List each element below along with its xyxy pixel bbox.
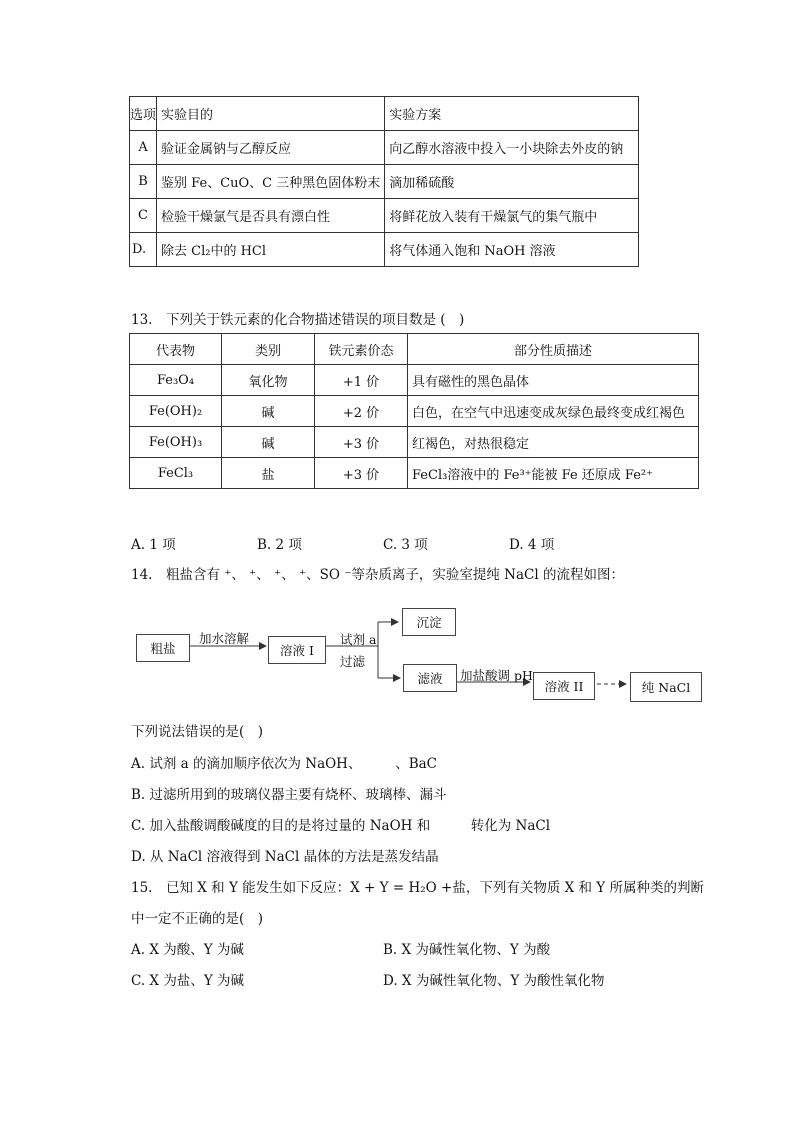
experiment-table (129, 96, 639, 267)
table-cell: 碱 (222, 396, 315, 427)
table-cell: B (130, 165, 157, 199)
table-cell: 将气体通入饱和 NaOH 溶液 (385, 233, 639, 267)
table-cell: FeCl₃溶液中的 Fe³⁺能被 Fe 还原成 Fe²⁺ (408, 458, 699, 489)
question-15-stem-cont: 中一定不正确的是( ) (131, 911, 264, 927)
table-row (130, 131, 639, 165)
table-header-row (130, 334, 699, 365)
table-cell: FeCl₃ (130, 458, 222, 489)
option-b: B. 2 项 (257, 537, 302, 553)
table-cell: 滴加稀硫酸 (385, 165, 639, 199)
question-13-stem: 13. 下列关于铁元素的化合物描述错误的项目数是 ( ) (131, 312, 465, 328)
label-filter: 过滤 (340, 654, 366, 669)
box-filtrate: 滤液 (403, 664, 457, 692)
label-hcl: 加盐酸调 pH (460, 668, 533, 683)
box-precipitate: 沉淀 (402, 608, 456, 636)
table-cell: Fe(OH)₂ (130, 396, 222, 427)
table-header-cell: 选项 (130, 97, 157, 131)
table-header-cell: 实验目的 (157, 97, 385, 131)
table-cell: 检验干燥氯气是否具有漂白性 (157, 199, 385, 233)
option-c: C. 加入盐酸调酸碱度的目的是将过量的 NaOH 和 转化为 NaCl (131, 818, 551, 834)
table-cell: 除去 Cl₂中的 HCl (157, 233, 385, 267)
table-cell: +3 价 (315, 427, 408, 458)
table-cell: 白色，在空气中迅速变成灰绿色最终变成红褐色 (408, 396, 699, 427)
option-a: A. 试剂 a 的滴加顺序依次为 NaOH、 、BaC (131, 756, 438, 772)
table-cell: 验证金属钠与乙醇反应 (157, 131, 385, 165)
table-cell: 盐 (222, 458, 315, 489)
table-header-cell: 铁元素价态 (315, 334, 408, 365)
table-cell: 碱 (222, 427, 315, 458)
table-row (130, 458, 699, 489)
iron-compounds-table (129, 333, 699, 489)
option-a: A. 1 项 (131, 537, 176, 553)
table-header-cell: 代表物 (130, 334, 222, 365)
box-pure-nacl: 纯 NaCl (630, 672, 702, 702)
table-cell: 氧化物 (222, 365, 315, 396)
option-d: D. X 为碱性氧化物、Y 为酸性氧化物 (383, 973, 605, 989)
table-header-row (130, 97, 639, 131)
table-header-cell: 类别 (222, 334, 315, 365)
box-solution-2: 溶液 II (533, 672, 595, 700)
table-cell: C (130, 199, 157, 233)
option-d: D. 从 NaCl 溶液得到 NaCl 晶体的方法是蒸发结晶 (131, 849, 439, 865)
table-cell: 具有磁性的黑色晶体 (408, 365, 699, 396)
question-14-prompt: 下列说法错误的是( ) (131, 724, 264, 740)
table-cell: +1 价 (315, 365, 408, 396)
table-cell: +2 价 (315, 396, 408, 427)
box-solution-1: 溶液 I (268, 636, 326, 664)
option-c: C. 3 项 (383, 537, 428, 553)
table-cell: 将鲜花放入装有干燥氯气的集气瓶中 (385, 199, 639, 233)
question-14-stem: 14. 粗盐含有 ⁺、 ⁺、 ⁺、 ⁺、SO ⁻等杂质离子，实验室提纯 NaCl 的流程如图： (131, 567, 624, 583)
table-cell: Fe₃O₄ (130, 365, 222, 396)
table-row (130, 396, 699, 427)
table-cell: 鉴别 Fe、CuO、C 三种黑色固体粉末 (157, 165, 385, 199)
box-crude-salt: 粗盐 (136, 634, 190, 662)
table-cell: Fe(OH)₃ (130, 427, 222, 458)
table-header-cell: 实验方案 (385, 97, 639, 131)
option-b: B. 过滤所用到的玻璃仪器主要有烧杯、玻璃棒、漏斗 (131, 787, 447, 803)
table-header-cell: 部分性质描述 (408, 334, 699, 365)
table-cell: 向乙醇水溶液中投入一小块除去外皮的钠 (385, 131, 639, 165)
option-b: B. X 为碱性氧化物、Y 为酸 (383, 942, 551, 958)
table-cell: D. (130, 233, 157, 267)
label-dissolve: 加水溶解 (199, 631, 250, 646)
table-cell: A (130, 131, 157, 165)
question-15-stem: 15. 已知 X 和 Y 能发生如下反应：X + Y = H₂O +盐，下列有关物质 X 和 Y 所属种类的判断 (131, 880, 705, 896)
table-cell: +3 价 (315, 458, 408, 489)
table-row (130, 165, 639, 199)
table-row (130, 427, 699, 458)
table-row (130, 365, 699, 396)
label-reagent-a: 试剂 a (340, 632, 377, 647)
table-row (130, 233, 639, 267)
option-c: C. X 为盐、Y 为碱 (131, 973, 245, 989)
table-row (130, 199, 639, 233)
option-d: D. 4 项 (509, 537, 555, 553)
table-cell: 红褐色，对热很稳定 (408, 427, 699, 458)
option-a: A. X 为酸、Y 为碱 (131, 942, 244, 958)
